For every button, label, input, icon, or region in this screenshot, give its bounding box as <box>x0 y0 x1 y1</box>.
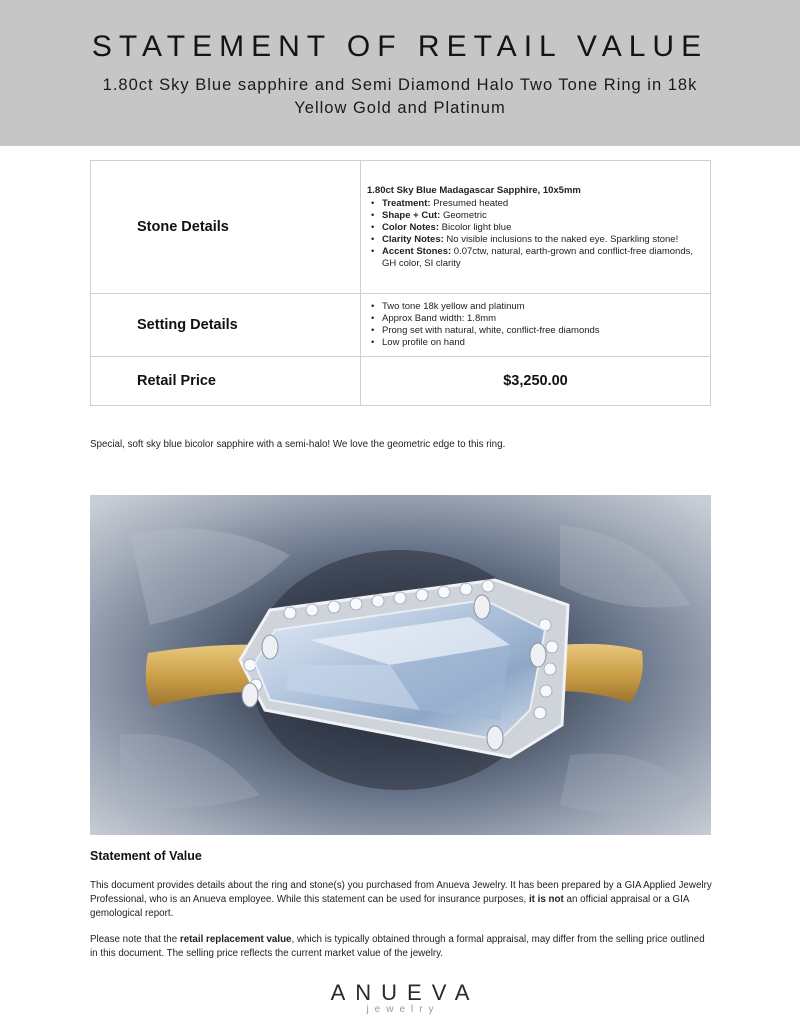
list-item: • Approx Band width: 1.8mm <box>367 313 702 325</box>
logo-wordmark: ANUEVA <box>330 980 480 1005</box>
list-item: • Shape + Cut: Geometric <box>367 210 702 222</box>
setting-details-row <box>91 294 711 357</box>
retail-price-row <box>91 357 711 406</box>
anueva-logo <box>0 980 800 1015</box>
list-item: • Color Notes: Bicolor light blue <box>367 222 702 234</box>
stone-heading: 1.80ct Sky Blue Madagascar Sapphire, 10x5mm <box>367 184 581 196</box>
list-item: • Clarity Notes: No visible inclusions to the naked eye. Sparkling stone! <box>367 234 702 246</box>
ring-photo-illustration <box>90 495 711 835</box>
stone-details-list <box>367 198 702 270</box>
statement-paragraph-2: Please note that the retail replacement value, which is typically obtained through a formal appraisal, may differ from the selling price outlined in this document. The selling price reflects the current market value of the jewelry. <box>90 934 705 959</box>
setting-details-label: Setting Details <box>91 294 361 357</box>
list-item: • Two tone 18k yellow and platinum <box>367 301 702 313</box>
intro-text: Special, soft sky blue bicolor sapphire with a semi-halo! We love the geometric edge to this ring. <box>90 439 506 450</box>
statement-heading: Statement of Value <box>90 849 202 863</box>
logo-subtitle: jewelry <box>366 1004 440 1015</box>
list-item: • Accent Stones: 0.07ctw, natural, earth-grown and conflict-free diamonds, GH color, SI clarity <box>367 246 702 270</box>
ring-photo <box>90 495 711 835</box>
document-subtitle: 1.80ct Sky Blue sapphire and Semi Diamond Halo Two Tone Ring in 18k Yellow Gold and Platinum <box>102 76 698 117</box>
list-item: • Low profile on hand <box>367 337 702 349</box>
stone-details-label: Stone Details <box>91 161 361 294</box>
header-banner <box>0 0 800 146</box>
document-title: STATEMENT OF RETAIL VALUE <box>91 30 709 63</box>
list-item: • Prong set with natural, white, conflict-free diamonds <box>367 325 702 337</box>
stone-details-row <box>91 161 711 294</box>
setting-details-value <box>361 294 711 357</box>
details-table <box>90 160 711 406</box>
stone-details-value <box>361 161 711 294</box>
setting-details-list <box>367 301 702 349</box>
retail-price-value: $3,250.00 <box>361 357 711 406</box>
list-item: • Treatment: Presumed heated <box>367 198 702 210</box>
statement-paragraph-1: This document provides details about the ring and stone(s) you purchased from Anueva Jewelry. It has been prepared by a GIA Applied Jewelry Professional, who is an Anueva employee. While this statement can be used for insurance purposes, it is not an official appraisal or a GIA gemological report. <box>90 880 712 919</box>
retail-price-label: Retail Price <box>91 357 361 406</box>
